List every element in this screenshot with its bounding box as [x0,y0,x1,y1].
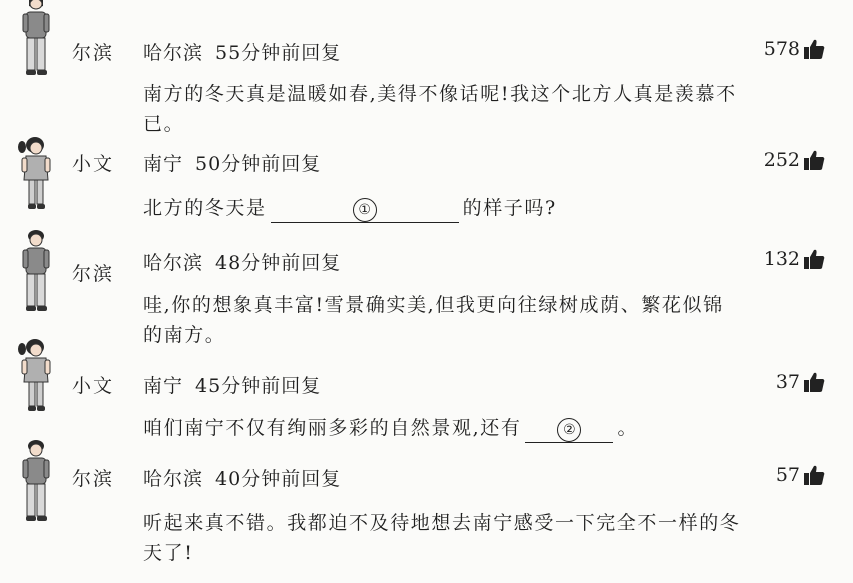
user-name: 小文 [72,153,115,175]
comment-text [143,193,743,223]
comment-text [143,413,763,443]
comment-text-part: 北方的冬天是 [143,197,267,219]
comment-text [143,79,743,139]
reply-time: 45分钟前回复 [195,375,322,397]
like-button[interactable] [764,38,825,60]
like-count: 132 [763,248,800,270]
user-city: 哈尔滨 [143,468,204,490]
thumbs-up-icon [803,38,825,60]
like-count: 57 [775,464,800,486]
post-meta [143,149,321,176]
girl-avatar [16,338,56,420]
boy-avatar [16,0,56,84]
reply-time: 50分钟前回复 [195,153,322,175]
answer-blank-2[interactable] [525,417,613,443]
answer-blank-1[interactable] [271,197,459,223]
reply-time: 55分钟前回复 [215,42,342,64]
post-meta [143,464,341,491]
comment-text [143,508,743,568]
comment-text-part: 哇,你的想象真丰富!雪景确实美,但我更向往绿树成荫、繁花似锦的南方。 [143,294,724,346]
like-count: 252 [763,149,800,171]
user-city: 哈尔滨 [143,42,204,64]
comment-text-part: 的样子吗? [462,197,557,219]
comment-text-part: 咱们南宁不仅有绚丽多彩的自然景观,还有 [143,417,522,439]
thumbs-up-icon [803,149,825,171]
thumbs-up-icon [803,464,825,486]
user-city: 哈尔滨 [143,252,204,274]
thumbs-up-icon [803,248,825,270]
thumbs-up-icon [803,371,825,393]
user-city: 南宁 [143,153,184,175]
blank-number: ① [353,198,377,222]
like-button[interactable] [776,371,825,393]
reply-time: 48分钟前回复 [215,252,342,274]
like-count: 578 [763,38,800,60]
comment-text-part: 听起来真不错。我都迫不及待地想去南宁感受一下完全不一样的冬天了! [143,512,741,564]
like-button[interactable] [764,248,825,270]
like-button[interactable] [764,149,825,171]
comment-text-part: 南方的冬天真是温暖如春,美得不像话呢!我这个北方人真是羡慕不已。 [143,83,737,135]
user-name: 尔滨 [72,468,115,490]
user-city: 南宁 [143,375,184,397]
post-meta [143,38,341,65]
like-count: 37 [775,371,800,393]
comment-text-part: 。 [617,417,639,439]
blank-number: ② [557,418,581,442]
comment-text [143,290,743,350]
post-meta [143,371,321,398]
boy-avatar [16,440,56,528]
boy-avatar [16,230,56,318]
user-name: 尔滨 [72,263,115,285]
user-name: 小文 [72,375,115,397]
girl-avatar [16,136,56,218]
reply-time: 40分钟前回复 [215,468,342,490]
like-button[interactable] [776,464,825,486]
post-meta [143,248,341,275]
user-name: 尔滨 [72,42,115,64]
